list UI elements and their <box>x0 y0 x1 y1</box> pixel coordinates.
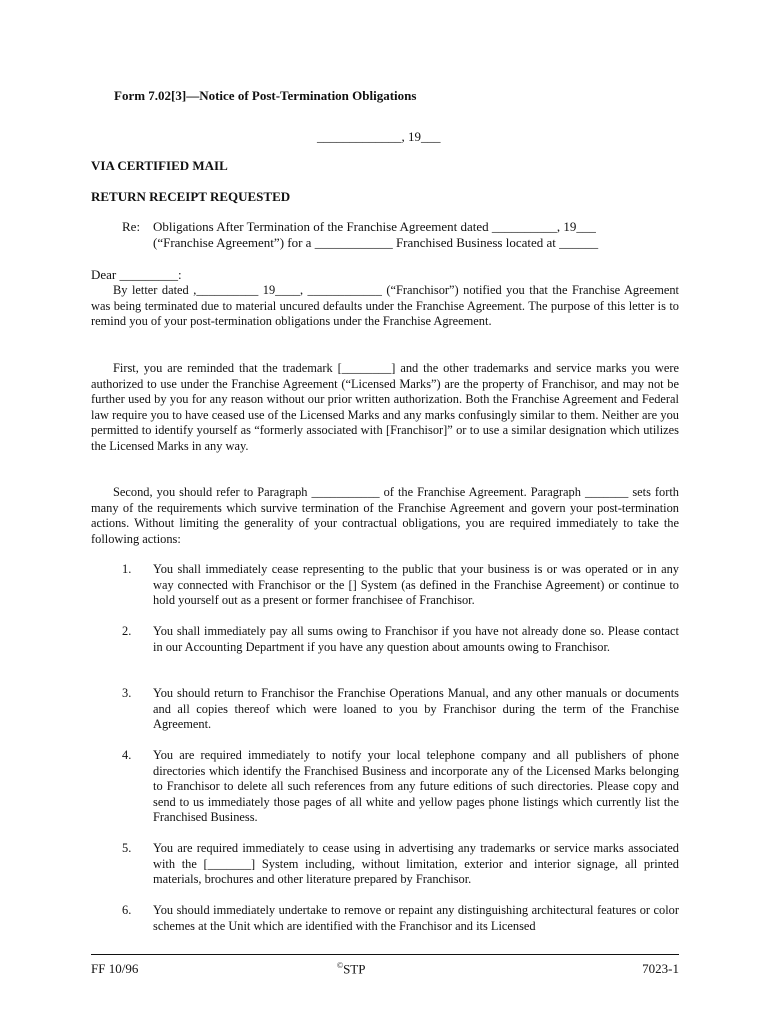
list-item-text: You are required immediately to cease using in advertising any trademarks or service marks associated with the [_______] System including, without limitation, exterior and interior signage, all printed materials, brochures and other literature prepared by Franchisor. <box>153 841 679 887</box>
via-certified-mail: VIA CERTIFIED MAIL <box>91 158 228 173</box>
list-item-number: 3. <box>122 686 132 700</box>
copyright-mark: © <box>337 961 344 970</box>
footer-copyright <box>337 961 365 977</box>
list-item-number: 2. <box>122 624 132 638</box>
list-item-text: You are required immediately to notify your local telephone company and all publishers of phone directories which identify the Franchised Business and incorporate any of the Licensed Marks belonging to Franchisor to delete all such references from any future editions of such directories. Please copy and send to us immediately those pages of all white and yellow pages phone listings which currently list the Franchised Business. <box>153 748 679 825</box>
re-label: Re: <box>122 219 141 234</box>
list-item-text: You shall immediately pay all sums owing to Franchisor if you have not already done so. Please contact in our Accounting Department if you have any question about amounts owing to Franchisor. <box>153 624 679 654</box>
list-item-text: You should immediately undertake to remove or repaint any distinguishing architectural features or color schemes at the Unit which are identified with the Franchisor and its Licensed <box>153 903 679 933</box>
re-line-2: (“Franchise Agreement”) for a ____________ Franchised Business located at ______ <box>153 235 599 250</box>
date-line: _____________, 19___ <box>317 129 441 144</box>
paragraph-2: First, you are reminded that the trademark [________] and the other trademarks and service marks you were authorized to use under the Franchise Agreement (“Licensed Marks”) are the property of Franchisor, and may not be further used by you for any reason without our prior written authorization. Both the Franchise Agreement and Federal law require you to have ceased use of the Licensed Marks and any marks confusingly similar to them. Neither are you permitted to identify yourself as “formerly associated with [Franchisor]” or to use a similar designation which utilizes the Licensed Marks in any way. <box>91 361 679 453</box>
footer-form-code: FF 10/96 <box>91 961 139 976</box>
document-page <box>91 0 679 1024</box>
footer-page-number: 7023-1 <box>642 961 679 976</box>
paragraph-3: Second, you should refer to Paragraph ___________ of the Franchise Agreement. Paragraph _______ sets forth many of the requirements which survive termination of the Franchise Agreement and govern your post-termination actions. Without limiting the generality of your contractual obligations, you are required immediately to take the following actions: <box>91 485 679 546</box>
footer-rule <box>91 954 679 955</box>
list-item-text: You should return to Franchisor the Franchise Operations Manual, and any other manuals or documents and all copies thereof which were loaned to you by Franchisor during the term of the Franchise Agreement. <box>153 686 679 732</box>
re-line-1: Obligations After Termination of the Franchise Agreement dated __________, 19___ <box>153 219 596 234</box>
list-item-number: 6. <box>122 903 132 917</box>
salutation: Dear _________: <box>91 267 182 282</box>
list-item-number: 4. <box>122 748 132 762</box>
footer-publisher: STP <box>343 961 366 977</box>
list-item-number: 1. <box>122 562 132 576</box>
re-body <box>153 219 673 251</box>
list-item-text: You shall immediately cease representing to the public that your business is or was operated or in any way connected with Franchisor or the [] System (as defined in the Franchise Agreement) or continue to hold yourself out as a present or former franchisee of Franchisor. <box>153 562 679 608</box>
return-receipt-requested: RETURN RECEIPT REQUESTED <box>91 189 291 204</box>
form-title: Form 7.02[3]—Notice of Post-Termination Obligations <box>114 88 417 103</box>
list-item-number: 5. <box>122 841 132 855</box>
paragraph-1: By letter dated ,__________ 19____, ____________ (“Franchisor”) notified you that the Franchise Agreement was being terminated due to material uncured defaults under the Franchise Agreement. The purpose of this letter is to remind you of your post-termination obligations under the Franchise Agreement. <box>91 283 679 329</box>
